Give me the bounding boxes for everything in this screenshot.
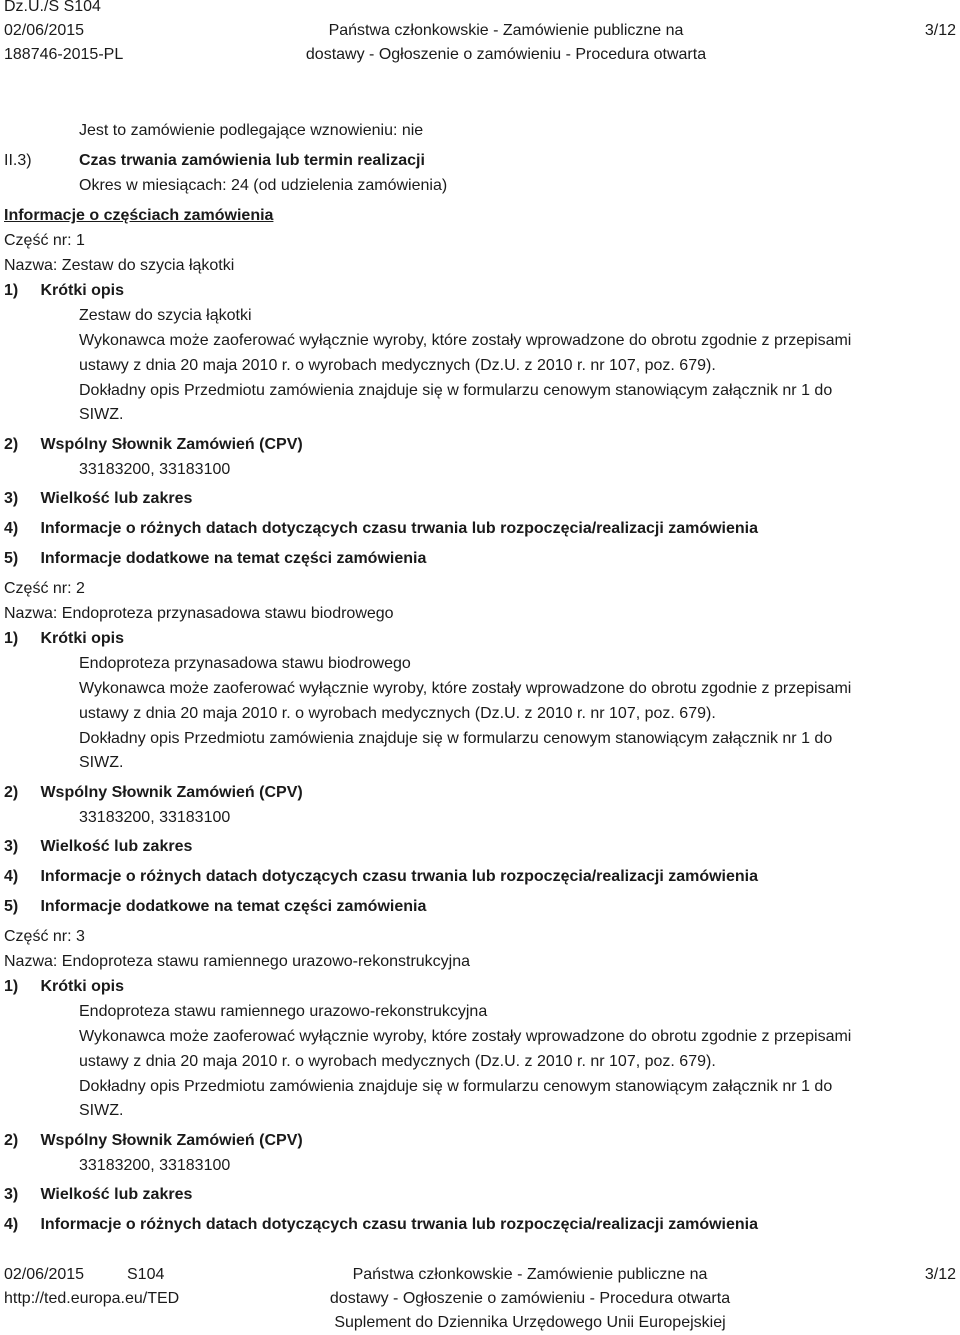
- lot-part-number: Część nr: 1: [4, 232, 85, 249]
- footer-page-number: 3/12: [924, 1266, 956, 1283]
- lot-desc-line: SIWZ.: [79, 754, 124, 771]
- cpv-heading: 2) Wspólny Słownik Zamówień (CPV): [4, 1132, 303, 1149]
- lot-desc-line: Dokładny opis Przedmiotu zamówienia znajduje się w formularzu cenowym stanowiącym załącznik nr 1 do: [79, 730, 833, 747]
- lot-part-number: Część nr: 2: [4, 580, 85, 597]
- size-heading: 3) Wielkość lub zakres: [4, 1186, 193, 1203]
- lot-desc-title: Endoproteza przynasadowa stawu biodrowego: [79, 655, 411, 672]
- cpv-codes: 33183200, 33183100: [79, 809, 231, 826]
- size-heading: 3) Wielkość lub zakres: [4, 838, 193, 855]
- duration-text: Okres w miesiącach: 24 (od udzielenia zamówienia): [79, 177, 448, 194]
- footer-title-line1: Państwa członkowskie - Zamówienie publiczne na: [352, 1266, 708, 1283]
- lot-desc-title: Endoproteza stawu ramiennego urazowo-rekonstrukcyjna: [79, 1003, 488, 1020]
- footer-title-line2: dostawy - Ogłoszenie o zamówieniu - Procedura otwarta: [329, 1290, 731, 1307]
- lot-name: Nazwa: Zestaw do szycia łąkotki: [4, 257, 235, 274]
- footer-date: 02/06/2015: [4, 1266, 85, 1283]
- header-page-number: 3/12: [924, 22, 956, 39]
- dates-heading: 4) Informacje o różnych datach dotyczących czasu trwania lub rozpoczęcia/realizacji zamówienia: [4, 520, 759, 537]
- cpv-heading: 2) Wspólny Słownik Zamówień (CPV): [4, 436, 303, 453]
- lot-desc-line: Wykonawca może zaoferować wyłącznie wyroby, które zostały wprowadzone do obrotu zgodnie z przepisami: [79, 332, 852, 349]
- lot-desc-title: Zestaw do szycia łąkotki: [79, 307, 252, 324]
- lot-part-number: Część nr: 3: [4, 928, 85, 945]
- lot-desc-line: Wykonawca może zaoferować wyłącznie wyroby, które zostały wprowadzone do obrotu zgodnie z przepisami: [79, 680, 852, 697]
- cpv-codes: 33183200, 33183100: [79, 1157, 231, 1174]
- cpv-codes: 33183200, 33183100: [79, 461, 231, 478]
- lot-desc-line: SIWZ.: [79, 406, 124, 423]
- lot-desc-line: SIWZ.: [79, 1102, 124, 1119]
- dates-heading: 4) Informacje o różnych datach dotyczących czasu trwania lub rozpoczęcia/realizacji zamówienia: [4, 1216, 759, 1233]
- lot-desc-line: Dokładny opis Przedmiotu zamówienia znajduje się w formularzu cenowym stanowiącym załącznik nr 1 do: [79, 1078, 833, 1095]
- lot-desc-line: Dokładny opis Przedmiotu zamówienia znajduje się w formularzu cenowym stanowiącym załącznik nr 1 do: [79, 382, 833, 399]
- short-desc-heading: 1) Krótki opis: [4, 630, 125, 647]
- additional-info-heading: 5) Informacje dodatkowe na temat części zamówienia: [4, 898, 427, 915]
- renewal-info: Jest to zamówienie podlegające wznowieniu: nie: [79, 122, 424, 139]
- header-title-line1: Państwa członkowskie - Zamówienie publiczne na: [328, 22, 684, 39]
- section-title: Czas trwania zamówienia lub termin realizacji: [79, 152, 425, 169]
- footer-issue: S104: [127, 1266, 165, 1283]
- lot-desc-line: Wykonawca może zaoferować wyłącznie wyroby, które zostały wprowadzone do obrotu zgodnie z przepisami: [79, 1028, 852, 1045]
- dates-heading: 4) Informacje o różnych datach dotyczących czasu trwania lub rozpoczęcia/realizacji zamówienia: [4, 868, 759, 885]
- cpv-heading: 2) Wspólny Słownik Zamówień (CPV): [4, 784, 303, 801]
- short-desc-heading: 1) Krótki opis: [4, 978, 125, 995]
- notice-number: 188746-2015-PL: [4, 46, 124, 63]
- header-title-line2: dostawy - Ogłoszenie o zamówieniu - Procedura otwarta: [305, 46, 707, 63]
- additional-info-heading: 5) Informacje dodatkowe na temat części zamówienia: [4, 550, 427, 567]
- lot-name: Nazwa: Endoproteza przynasadowa stawu biodrowego: [4, 605, 394, 622]
- lots-heading: Informacje o częściach zamówienia: [4, 207, 274, 224]
- lot-desc-line: ustawy z dnia 20 maja 2010 r. o wyrobach medycznych (Dz.U. z 2010 r. nr 107, poz. 679).: [79, 1053, 716, 1070]
- lot-desc-line: ustawy z dnia 20 maja 2010 r. o wyrobach medycznych (Dz.U. z 2010 r. nr 107, poz. 679).: [79, 705, 716, 722]
- header-date: 02/06/2015: [4, 22, 85, 39]
- footer-url[interactable]: http://ted.europa.eu/TED: [4, 1290, 180, 1307]
- lot-name: Nazwa: Endoproteza stawu ramiennego urazowo-rekonstrukcyjna: [4, 953, 471, 970]
- section-number: II.3): [4, 152, 32, 169]
- lot-desc-line: ustawy z dnia 20 maja 2010 r. o wyrobach medycznych (Dz.U. z 2010 r. nr 107, poz. 679).: [79, 357, 716, 374]
- short-desc-heading: 1) Krótki opis: [4, 282, 125, 299]
- footer-supplement: Suplement do Dziennika Urzędowego Unii Europejskiej: [334, 1314, 726, 1331]
- journal-ref: Dz.U./S S104: [4, 0, 101, 15]
- size-heading: 3) Wielkość lub zakres: [4, 490, 193, 507]
